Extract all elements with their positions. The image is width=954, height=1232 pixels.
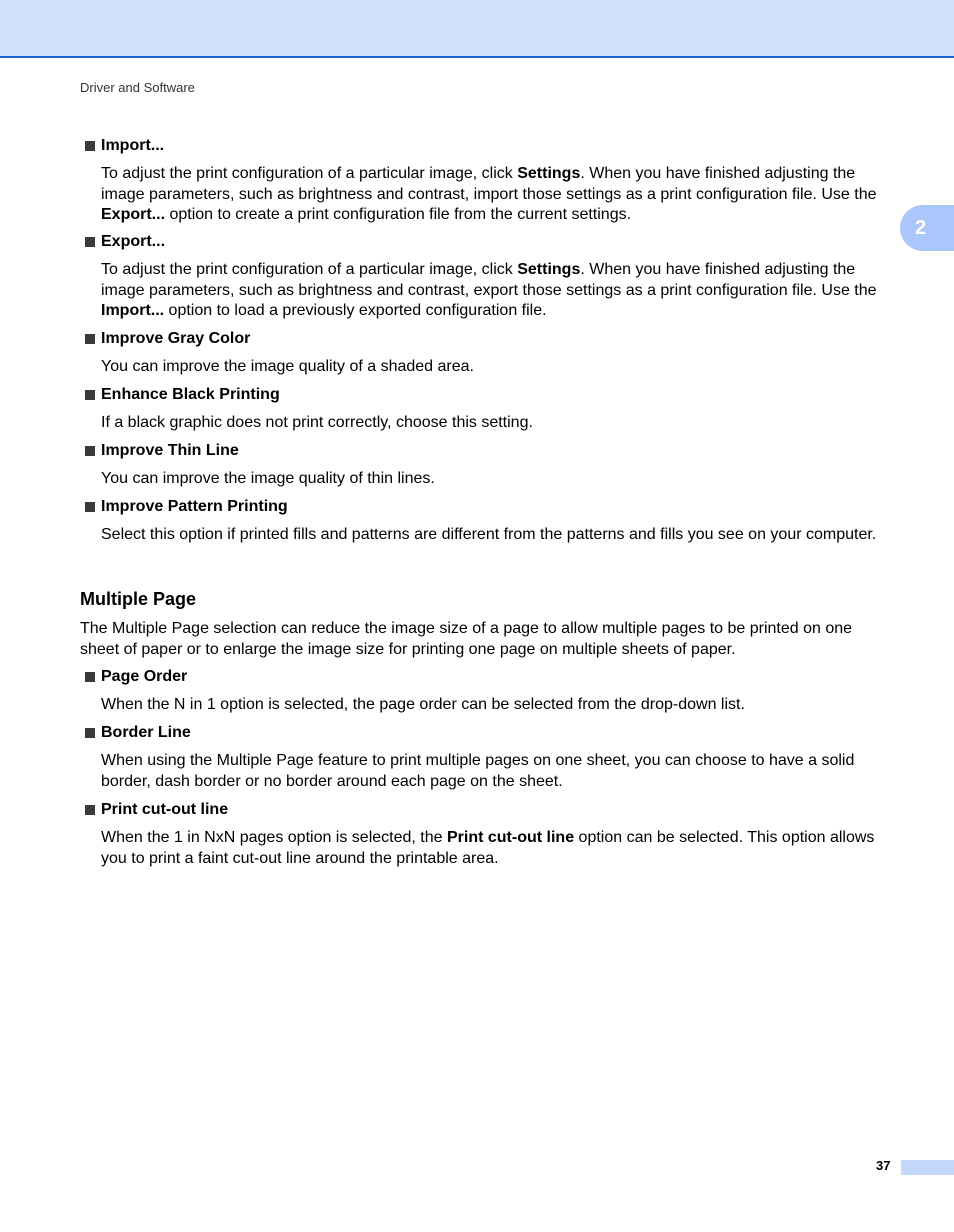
page-number: 37 — [876, 1158, 891, 1173]
bullet-heading-page-order — [85, 668, 187, 686]
square-bullet-icon — [85, 446, 95, 456]
paragraph-improve-pattern-printing: Select this option if printed fills and patterns are different from the patterns and fills you see on your computer. — [101, 526, 877, 543]
header-band — [0, 0, 954, 58]
bold-run: Print cut-out line — [446, 829, 575, 846]
text-run: When the 1 in NxN pages option is selected, the — [101, 829, 447, 846]
bullet-heading-text: Page Order — [101, 668, 188, 685]
paragraph-improve-thin-line: You can improve the image quality of thin lines. — [101, 470, 435, 487]
square-bullet-icon — [85, 672, 95, 682]
square-bullet-icon — [85, 502, 95, 512]
text-run: To adjust the print configuration of a particular image, click — [101, 261, 518, 278]
paragraph-enhance-black-printing: If a black graphic does not print correctly, choose this setting. — [101, 414, 533, 431]
text-run: option can be selected. This option allows you to print a faint cut-out line around the printable area. — [101, 829, 875, 867]
chapter-tab — [900, 205, 954, 251]
bullet-heading-text: Enhance Black Printing — [101, 386, 280, 403]
bullet-heading-text: Improve Thin Line — [101, 442, 239, 459]
bold-run: Settings — [517, 261, 581, 278]
square-bullet-icon — [85, 390, 95, 400]
bullet-heading-import — [85, 137, 164, 155]
section-title: Multiple Page — [80, 589, 197, 609]
text-run: To adjust the print configuration of a particular image, click — [101, 165, 518, 182]
bullet-heading-text: Import... — [101, 137, 165, 154]
running-title: Driver and Software — [80, 80, 195, 95]
bullet-heading-print-cut-out-line — [85, 801, 228, 819]
paragraph-export — [101, 260, 896, 322]
bullet-heading-enhance-black-printing — [85, 386, 280, 404]
bullet-heading-improve-gray-color — [85, 330, 250, 348]
square-bullet-icon — [85, 334, 95, 344]
square-bullet-icon — [85, 805, 95, 815]
bullet-heading-border-line — [85, 724, 191, 742]
text-run: option to create a print configuration file from the current settings. — [165, 206, 632, 223]
text-run: option to load a previously exported configuration file. — [164, 302, 547, 319]
bullet-heading-text: Export... — [101, 233, 166, 250]
paragraph-print-cut-out-line — [101, 828, 896, 869]
bold-run: Settings — [517, 165, 581, 182]
bullet-heading-improve-pattern-printing — [85, 498, 288, 516]
section-intro: The Multiple Page selection can reduce the image size of a page to allow multiple pages to be printed on one sheet of paper or to enlarge the image size for printing one page on multiple sheets of paper. — [80, 620, 853, 658]
bullet-heading-export — [85, 233, 165, 251]
square-bullet-icon — [85, 141, 95, 151]
text-run: . When you have finished adjusting the image parameters, such as brightness and contrast, import those settings as a print configuration file. Use the — [101, 165, 877, 203]
square-bullet-icon — [85, 728, 95, 738]
bold-run: Export... — [101, 206, 166, 223]
bullet-heading-improve-thin-line — [85, 442, 239, 460]
paragraph-import — [101, 164, 896, 226]
square-bullet-icon — [85, 237, 95, 247]
paragraph-improve-gray-color: You can improve the image quality of a shaded area. — [101, 358, 474, 375]
chapter-number: 2 — [915, 216, 927, 239]
footer-bar — [901, 1160, 954, 1175]
bullet-heading-text: Print cut-out line — [101, 801, 229, 818]
text-run: . When you have finished adjusting the image parameters, such as brightness and contrast, export those settings as a print configuration file. Use the — [101, 261, 877, 299]
paragraph-page-order: When the N in 1 option is selected, the page order can be selected from the drop-down list. — [101, 696, 745, 713]
bullet-heading-text: Improve Gray Color — [101, 330, 251, 347]
bullet-heading-text: Improve Pattern Printing — [101, 498, 288, 515]
bullet-heading-text: Border Line — [101, 724, 191, 741]
paragraph-border-line: When using the Multiple Page feature to print multiple pages on one sheet, you can choose to have a solid border, dash border or no border around each page on the sheet. — [101, 752, 855, 790]
bold-run: Import... — [101, 302, 165, 319]
